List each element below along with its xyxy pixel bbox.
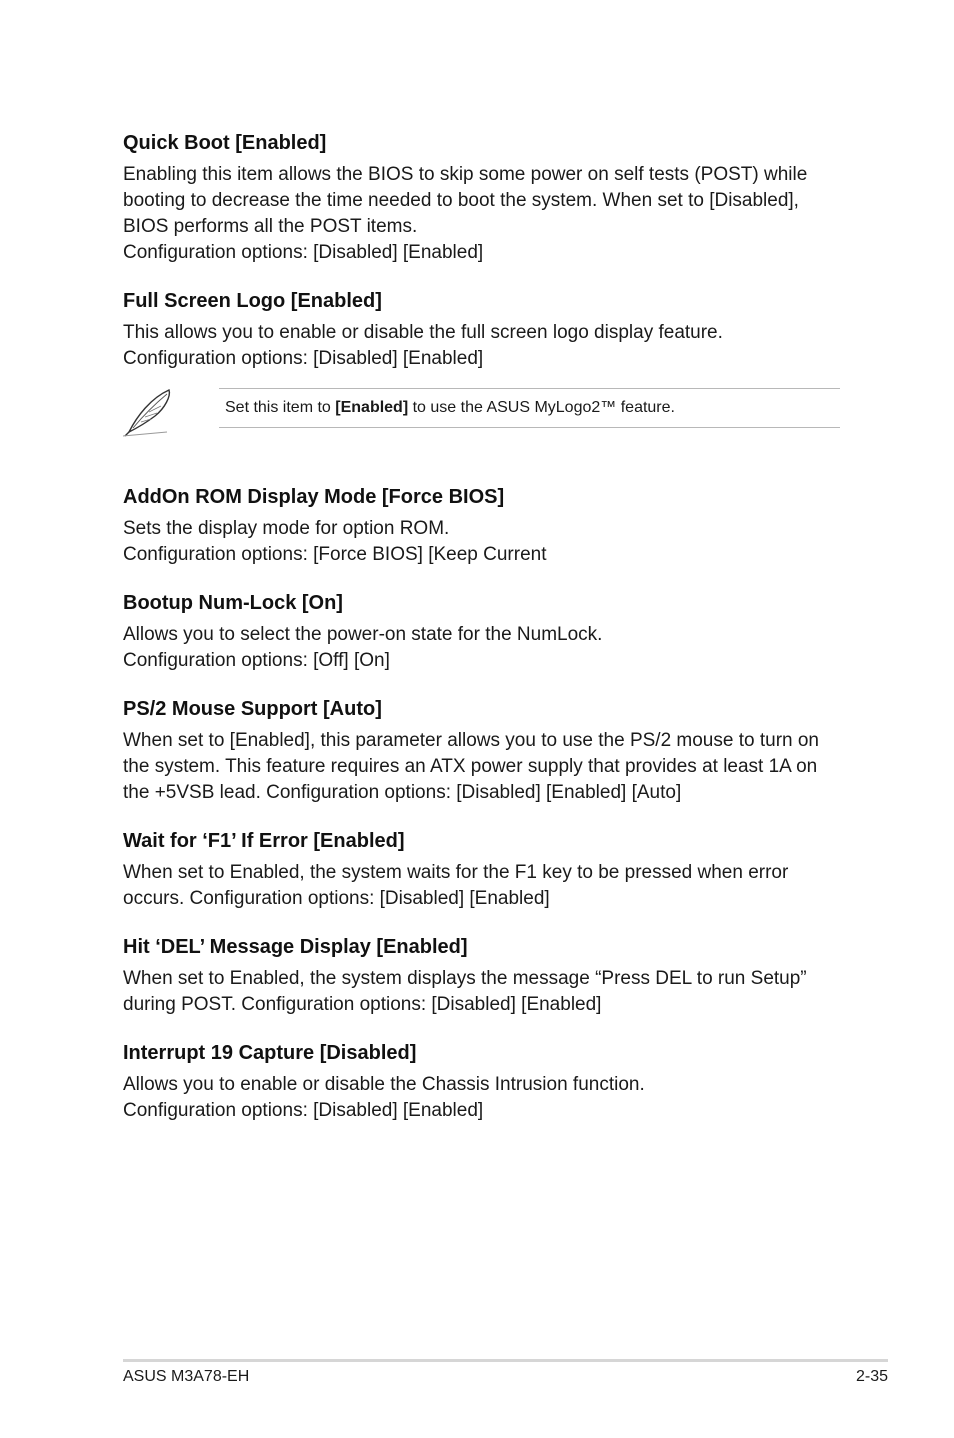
- section-body: When set to [Enabled], this parameter allows you to use the PS/2 mouse to turn on the system. This feature requires an ATX power supply that provides at least 1A on the +5VSB lead. Configuration options: [Disabled] [Enabled] [Auto]: [123, 730, 819, 803]
- section-quick-boot: [123, 128, 839, 266]
- section-wait-f1: [123, 826, 839, 912]
- footer-divider: [123, 1359, 888, 1362]
- section-ps2-mouse: [123, 694, 839, 806]
- note-callout: [123, 386, 839, 446]
- manual-page: [123, 128, 839, 1144]
- section-heading: Wait for ‘F1’ If Error [Enabled]: [123, 830, 405, 852]
- section-body: When set to Enabled, the system displays the message “Press DEL to run Setup” during POST. Configuration options: [Disabled] [Enabled]: [123, 968, 807, 1015]
- footer-page-number: 2-35: [855, 1368, 888, 1385]
- section-full-screen-logo: [123, 286, 839, 372]
- section-heading: Quick Boot [Enabled]: [123, 132, 327, 154]
- section-hit-del: [123, 932, 839, 1018]
- section-heading: Bootup Num-Lock [On]: [123, 592, 343, 614]
- section-interrupt-19: [123, 1038, 839, 1124]
- section-body: When set to Enabled, the system waits for the F1 key to be pressed when error occurs. Configuration options: [Disabled] [Enabled]: [123, 862, 789, 909]
- section-body: Sets the display mode for option ROM. Configuration options: [Force BIOS] [Keep Current: [123, 518, 547, 565]
- section-body: This allows you to enable or disable the full screen logo display feature. Configuration options: [Disabled] [Enabled]: [123, 322, 723, 369]
- footer-product-name: ASUS M3A78-EH: [123, 1368, 250, 1385]
- section-heading: Hit ‘DEL’ Message Display [Enabled]: [123, 936, 468, 958]
- section-body: Enabling this item allows the BIOS to skip some power on self tests (POST) while booting to decrease the time needed to boot the system. When set to [Disabled], BIOS performs all the POST items. Configuration options: [Disabled] [Enabled]: [123, 164, 808, 263]
- pen-note-icon: [121, 386, 175, 438]
- section-body: Allows you to enable or disable the Chassis Intrusion function. Configuration options: [Disabled] [Enabled]: [123, 1074, 645, 1121]
- section-heading: PS/2 Mouse Support [Auto]: [123, 698, 382, 720]
- section-heading: Full Screen Logo [Enabled]: [123, 290, 382, 312]
- section-addon-rom: [123, 482, 839, 568]
- note-text: Set this item to [Enabled] to use the ASUS MyLogo2™ feature.: [219, 388, 840, 428]
- section-heading: Interrupt 19 Capture [Disabled]: [123, 1042, 417, 1064]
- section-heading: AddOn ROM Display Mode [Force BIOS]: [123, 486, 505, 508]
- section-bootup-numlock: [123, 588, 839, 674]
- section-body: Allows you to select the power-on state for the NumLock. Configuration options: [Off] [On]: [123, 624, 603, 671]
